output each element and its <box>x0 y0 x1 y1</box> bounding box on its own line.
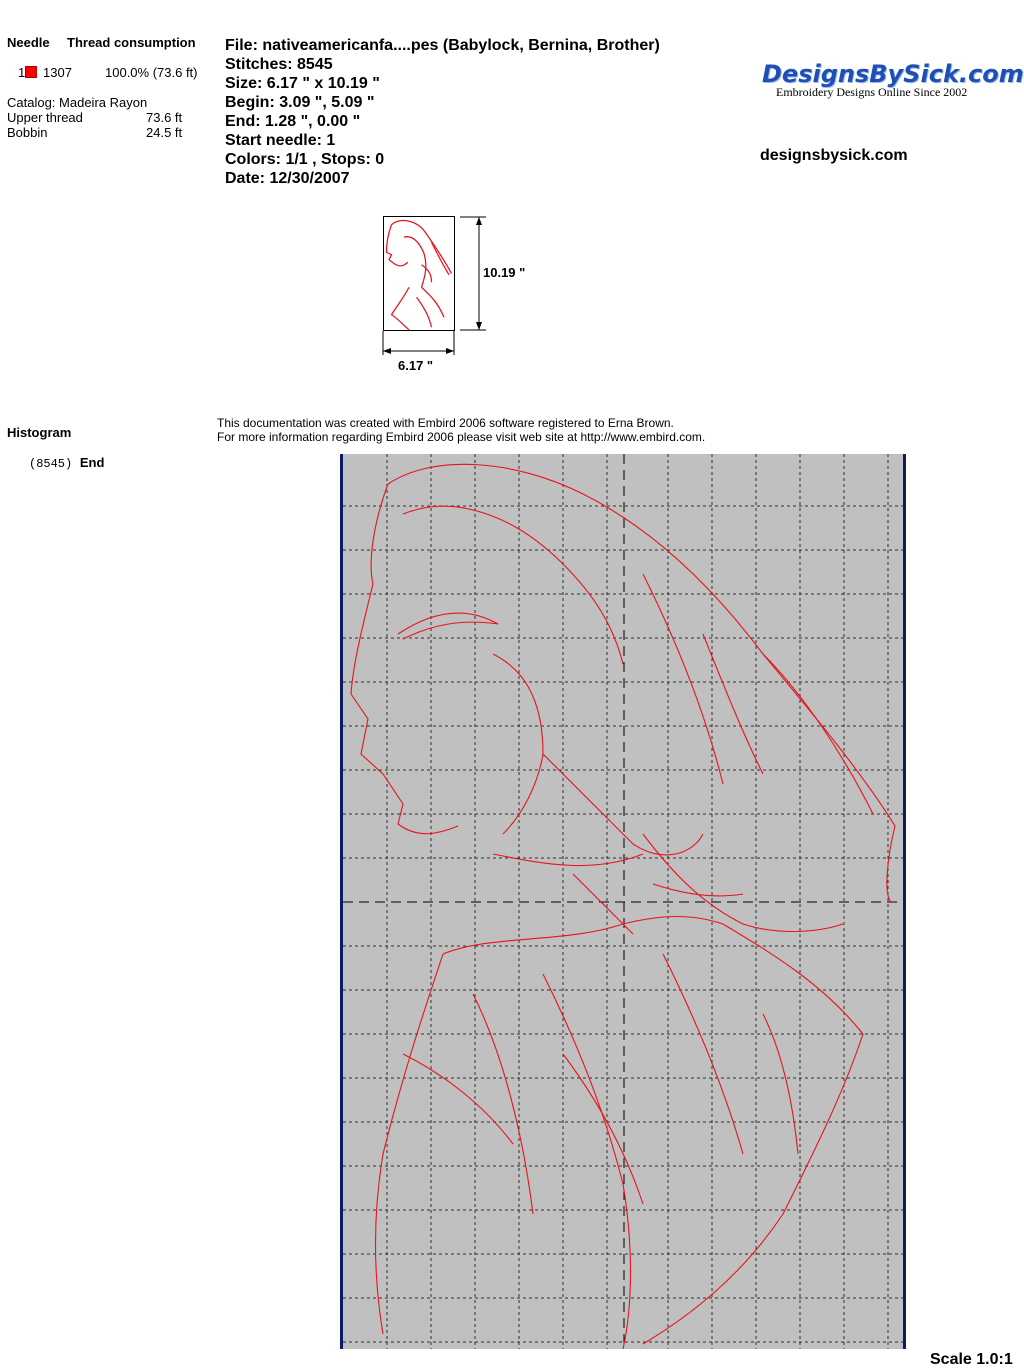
needle-number: 1 <box>18 65 26 80</box>
height-dimension-label: 10.19 " <box>483 265 526 280</box>
colors-stops: Colors: 1/1 , Stops: 0 <box>225 151 385 168</box>
bobbin-value: 24.5 ft <box>146 125 183 140</box>
catalog-label: Catalog: Madeira Rayon <box>7 95 148 110</box>
thread-code: 1307 <box>43 65 72 80</box>
width-dimension-label: 6.17 " <box>398 358 434 373</box>
logo-tagline: Embroidery Designs Online Since 2002 <box>776 85 968 99</box>
design-size: Size: 6.17 " x 10.19 " <box>225 75 380 92</box>
histogram-end-label: End <box>79 455 105 470</box>
thumbnail-sketch <box>384 217 454 330</box>
histogram-count: (8545) <box>29 457 73 471</box>
website-label: designsbysick.com <box>760 147 908 164</box>
scale-label: Scale 1.0:1 <box>930 1351 1013 1368</box>
stitch-count: Stitches: 8545 <box>225 56 333 73</box>
histogram-title: Histogram <box>7 425 72 440</box>
bobbin-label: Bobbin <box>7 125 48 140</box>
start-needle: Start needle: 1 <box>225 132 336 149</box>
design-info <box>225 36 660 188</box>
end-position: End: 1.28 ", 0.00 " <box>225 113 361 130</box>
begin-position: Begin: 3.09 ", 5.09 " <box>225 94 375 111</box>
thread-consumption-header: Thread consumption <box>67 35 196 50</box>
needle-column-header: Needle <box>7 35 50 50</box>
file-name: File: nativeamericanfa....pes (Babylock, Bernina, Brother) <box>225 37 660 54</box>
preview-canvas <box>343 454 903 1349</box>
credits-line-1: This documentation was created with Embird 2006 software registered to Erna Brown. <box>217 416 674 430</box>
thread-color-swatch <box>25 66 37 78</box>
upper-thread-label: Upper thread <box>7 110 83 125</box>
credits-line-2: For more information regarding Embird 2006 please visit web site at http://www.embird.com. <box>217 430 706 444</box>
embroidery-stitches <box>351 464 895 1349</box>
design-preview <box>340 454 906 1349</box>
logo-wordmark: DesignsBySick.com <box>762 60 1024 88</box>
width-dimension-arrow <box>381 331 457 357</box>
design-thumbnail <box>383 216 455 331</box>
brand-logo <box>762 60 1024 100</box>
thread-percent: 100.0% (73.6 ft) <box>105 65 198 80</box>
credits <box>217 416 705 444</box>
design-date: Date: 12/30/2007 <box>225 170 350 187</box>
thread-row <box>18 65 37 80</box>
preview-center-axes <box>343 454 903 1349</box>
upper-thread-value: 73.6 ft <box>146 110 183 125</box>
histogram-entry <box>29 455 104 471</box>
